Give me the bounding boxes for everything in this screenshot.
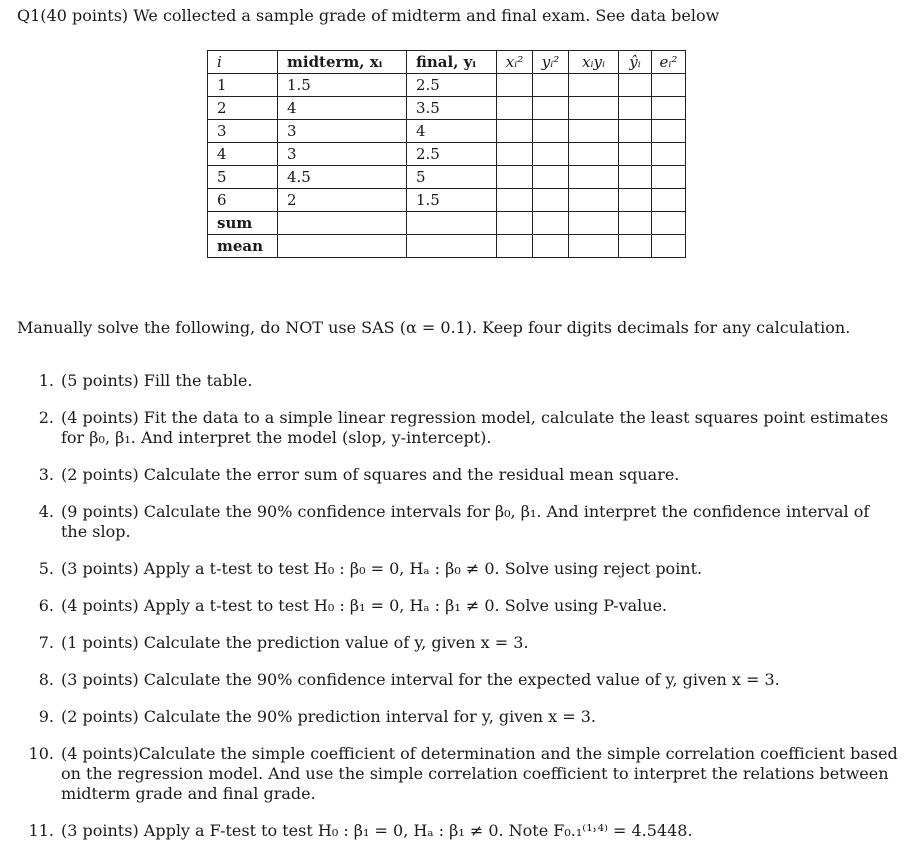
header-xy: xᵢyᵢ [569,51,619,74]
cell-empty [533,120,569,143]
question-text: (2 points) Calculate the 90% prediction interval for y, given x = 3. [61,707,597,726]
cell-empty [497,235,533,258]
cell-empty [569,143,619,166]
table-sum-row [208,212,686,235]
cell-empty [569,74,619,97]
question-item: 9. (2 points) Calculate the 90% prediction interval for y, given x = 3. [38,707,597,726]
cell-empty [652,166,686,189]
cell-empty [278,212,407,235]
cell-empty [569,120,619,143]
cell-empty [407,235,497,258]
cell-empty [652,74,686,97]
instructions: Manually solve the following, do NOT use SAS (α = 0.1). Keep four digits decimals for any calculation. [17,318,851,337]
table-row [208,143,686,166]
header-i: i [208,51,278,74]
cell-empty [533,189,569,212]
cell-empty [497,189,533,212]
cell-empty [569,235,619,258]
cell-empty [619,212,652,235]
cell-final: 3.5 [407,97,497,120]
cell-empty [652,212,686,235]
cell-empty [497,166,533,189]
sum-label: sum [208,212,278,235]
header-midterm: midterm, xᵢ [278,51,407,74]
cell-empty [652,189,686,212]
question-item: 1. (5 points) Fill the table. [38,371,253,390]
cell-i: 3 [208,120,278,143]
cell-midterm: 2 [278,189,407,212]
cell-i: 6 [208,189,278,212]
cell-empty [569,189,619,212]
question-item: 3. (2 points) Calculate the error sum of squares and the residual mean square. [38,465,680,484]
cell-empty [619,235,652,258]
mean-label: mean [208,235,278,258]
cell-midterm: 3 [278,120,407,143]
cell-final: 2.5 [407,74,497,97]
cell-empty [533,97,569,120]
header-e-squared: eᵢ² [652,51,686,74]
cell-empty [497,74,533,97]
question-item: 7. (1 points) Calculate the prediction value of y, given x = 3. [38,633,529,652]
cell-empty [569,212,619,235]
cell-i: 4 [208,143,278,166]
question-item: 10. (4 points)Calculate the simple coefficient of determination and the simple correlation coefficient based on the regression model. And use the simple correlation coefficient to interpret the relations between midterm grade and final grade. [28,744,898,803]
question-text: (3 points) Apply a t-test to test H₀ : β₀ = 0, Hₐ : β₀ ≠ 0. Solve using reject point. [61,559,703,578]
question-item: 4. (9 points) Calculate the 90% confidence intervals for β₀, β₁. And interpret the confidence interval of the slop. [38,502,870,541]
question-text: (3 points) Apply a F-test to test H₀ : β₁ = 0, Hₐ : β₁ ≠ 0. Note F₀.₁⁽¹˒⁴⁾ = 4.5448. [61,821,693,840]
grades-table [207,50,686,258]
header-x-squared: xᵢ² [497,51,533,74]
question-intro: Q1(40 points) We collected a sample grade of midterm and final exam. See data below [17,6,720,25]
cell-final: 1.5 [407,189,497,212]
question-item: 2. (4 points) Fit the data to a simple linear regression model, calculate the least squares point estimates for β₀, β₁. And interpret the model (slop, y-intercept). [38,408,889,447]
question-text: (5 points) Fill the table. [61,371,253,390]
table-row [208,97,686,120]
cell-final: 5 [407,166,497,189]
question-item: 5. (3 points) Apply a t-test to test H₀ : β₀ = 0, Hₐ : β₀ ≠ 0. Solve using reject point. [38,559,703,578]
cell-empty [497,120,533,143]
cell-empty [533,143,569,166]
question-text: (4 points) Apply a t-test to test H₀ : β₁ = 0, Hₐ : β₁ ≠ 0. Solve using P-value. [61,596,668,615]
cell-empty [619,97,652,120]
cell-empty [497,143,533,166]
header-y-hat: ŷᵢ [619,51,652,74]
cell-empty [619,189,652,212]
cell-empty [619,120,652,143]
table-row [208,74,686,97]
cell-empty [619,74,652,97]
question-item: 6. (4 points) Apply a t-test to test H₀ : β₁ = 0, Hₐ : β₁ ≠ 0. Solve using P-value. [38,596,668,615]
header-y-squared: yᵢ² [533,51,569,74]
question-text: (4 points) Fit the data to a simple linear regression model, calculate the least squares point estimates for β₀, β₁. And interpret the model (slop, y-intercept). [61,408,889,447]
question-text: (3 points) Calculate the 90% confidence interval for the expected value of y, given x = 3. [61,670,780,689]
question-text: (2 points) Calculate the error sum of squares and the residual mean square. [61,465,680,484]
cell-i: 5 [208,166,278,189]
cell-empty [407,212,497,235]
cell-empty [619,143,652,166]
cell-midterm: 4 [278,97,407,120]
cell-empty [569,166,619,189]
cell-empty [533,212,569,235]
question-list [18,371,900,841]
table-row [208,120,686,143]
cell-empty [497,97,533,120]
cell-midterm: 1.5 [278,74,407,97]
cell-empty [652,97,686,120]
cell-midterm: 4.5 [278,166,407,189]
cell-empty [497,212,533,235]
question-text: (9 points) Calculate the 90% confidence intervals for β₀, β₁. And interpret the confidence interval of the slop. [61,502,870,541]
table-mean-row [208,235,686,258]
cell-empty [533,74,569,97]
question-text: (1 points) Calculate the prediction value of y, given x = 3. [61,633,529,652]
cell-empty [652,143,686,166]
cell-empty [278,235,407,258]
table-row [208,166,686,189]
cell-empty [569,97,619,120]
table-header-row [208,51,686,74]
table-row [208,189,686,212]
cell-empty [619,166,652,189]
cell-midterm: 3 [278,143,407,166]
cell-empty [652,120,686,143]
question-item: 8. (3 points) Calculate the 90% confidence interval for the expected value of y, given x = 3. [38,670,780,689]
header-final: final, yᵢ [407,51,497,74]
cell-empty [533,166,569,189]
cell-empty [652,235,686,258]
cell-i: 2 [208,97,278,120]
cell-final: 4 [407,120,497,143]
question-text: (4 points)Calculate the simple coefficient of determination and the simple correlation coefficient based on the regression model. And use the simple correlation coefficient to interpret the relations between midterm grade and final grade. [61,744,898,803]
question-item: 11. (3 points) Apply a F-test to test H₀ : β₁ = 0, Hₐ : β₁ ≠ 0. Note F₀.₁⁽¹˒⁴⁾ = 4.5448. [28,821,693,840]
cell-empty [533,235,569,258]
cell-final: 2.5 [407,143,497,166]
cell-i: 1 [208,74,278,97]
